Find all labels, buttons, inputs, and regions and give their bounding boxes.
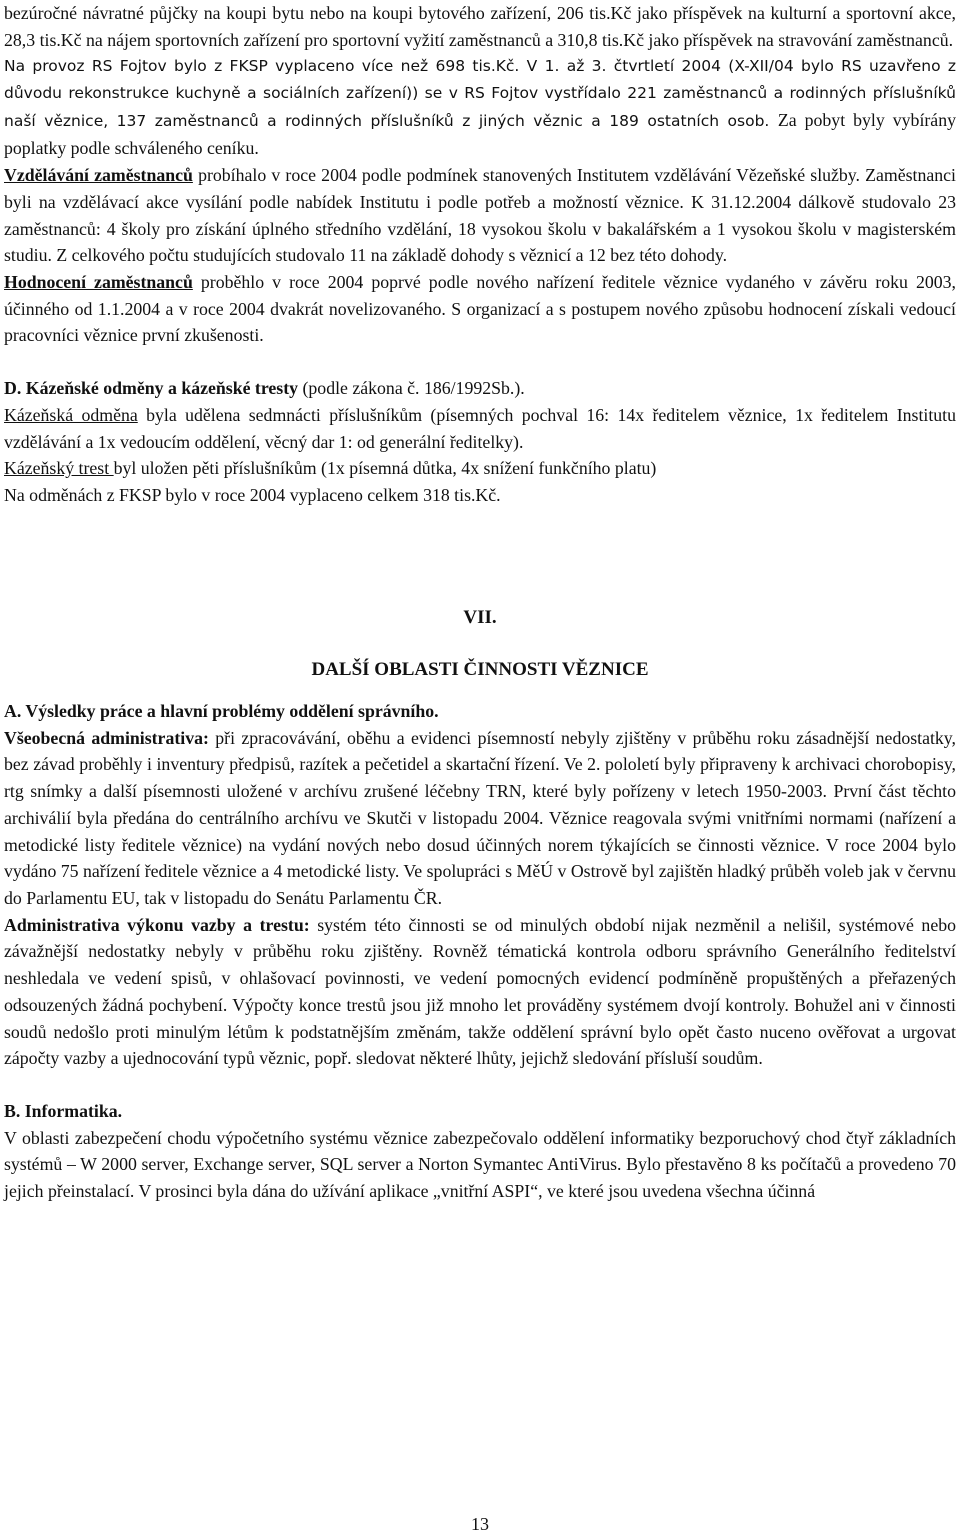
section-d-title: D. Kázeňské odměny a kázeňské tresty bbox=[4, 378, 299, 399]
paragraph-informatics: V oblasti zabezpečení chodu výpočetního systému věznice zabezpečovalo oddělení informatiky bezporuchový chod čtyř základních systémů – W 2000 server, Exchange server, SQL server a Norton Symantec AntiVirus. Bylo přestavěno 8 ks počítačů a provedeno 70 jejich přeinstalací. V prosinci byla dána do užívání aplikace „vnitřní ASPI“, ve které jsou uvedena všechna účinná bbox=[4, 1127, 956, 1202]
reward-text: byla udělena sedmnácti příslušníkům (písemných pochval 16: 14x ředitelem věznice, 1x ředitelem Institutu vzdělávání a 1x vedoucím oddělení, věcný dar 1: od generální ředitelky). bbox=[4, 404, 957, 452]
evaluation-label: Hodnocení zaměstnanců bbox=[4, 272, 193, 293]
paragraph-fksp-rewards: Na odměnách z FKSP bylo v roce 2004 vyplaceno celkem 318 tis.Kč. bbox=[4, 484, 501, 505]
reward-label: Kázeňská odměna bbox=[4, 404, 138, 425]
general-admin-text: při zpracovávání, oběhu a evidenci písemností nebyly zjištěny v průběhu roku zásadnější nedostatky, bez závad proběhly i inventury předpisů, razítek a pečetidel a skartační řízení. Ve 2. pololetí byly připraveny k archivaci chorobopisy, rtg snímky a další písemnosti uložené v archívu zrušené léčebny TRN, které byly pořízeny v letech 1950-2003. První část těchto archiválií byla předána do centrálního archívu ve Skutči v listopadu 2004. Věznice reagovala svými vnitřními normami (nařízení a metodické listy ředitele věznice) na vydání nových nebo dosud účinných norem týkajících se činnosti věznice. V roce 2004 bylo vydáno 75 nařízení ředitele věznice a 4 metodické listy. Ve spolupráci s MěÚ v Ostrově byl zajištěn hladký průběh voleb jak v červnu do Parlamentu EU, tak v listopadu do Senátu Parlamentu ČR. bbox=[4, 727, 956, 908]
paragraph-disciplinary-reward bbox=[4, 402, 956, 455]
paragraph-rs-fojtov bbox=[4, 53, 956, 162]
section-d-law: (podle zákona č. 186/1992Sb.). bbox=[298, 378, 525, 399]
paragraph-disciplinary-punishment bbox=[4, 455, 956, 482]
paragraph-evaluation bbox=[4, 269, 956, 349]
evaluation-text: proběhlo v roce 2004 poprvé podle nového nařízení ředitele věznice vydaného v závěru roku 2003, účinného od 1.1.2004 a v roce 2004 dvakrát novelizovaného. S organizací a s postupem nového způsobu hodnocení získali vedoucí pracovníci věznice první zkušenosti. bbox=[4, 272, 956, 346]
document-page bbox=[4, 0, 956, 1205]
spacer bbox=[4, 684, 956, 698]
paragraph-custody-administration bbox=[4, 912, 956, 1072]
general-admin-label: Všeobecná administrativa: bbox=[4, 727, 209, 748]
chapter-number: VII. bbox=[463, 606, 497, 628]
education-text: probíhalo v roce 2004 podle podmínek stanovených Institutem vzdělávání Vězeňské služby. Zaměstnanci byli na vzdělávací akce vysílání podle nabídek Institutu i podle potřeb a možností věznice. K 31.12.2004 dálkově studovalo 23 zaměstnanců: 4 školy pro získání úplného středního vzdělání, 18 vysokou školu v bakalářském a 1 vysokou školu v magisterském studiu. Z celkového počtu studujících studovalo 11 na základě dohody s věznicí a 12 bez této dohody. bbox=[4, 165, 956, 266]
rs-fojtov-fees: Za pobyt byly vybírány poplatky podle schváleného ceníku. bbox=[4, 109, 956, 158]
paragraph-education bbox=[4, 162, 956, 269]
chapter-title: DALŠÍ OBLASTI ČINNOSTI VĚZNICE bbox=[311, 659, 649, 681]
punishment-text: byl uložen pěti příslušníkům (1x písemná důtka, 4x snížení funkčního platu) bbox=[113, 458, 657, 479]
rs-fojtov-text: Na provoz RS Fojtov bylo z FKSP vyplaceno více než 698 tis.Kč. V 1. až 3. čtvrtletí 2004 (X-XII/04 bylo RS uzavřeno z důvodu rekonstrukce kuchyně a sociálních zařízení)) se v RS Fojtov vystřídalo 221 zaměstnanců a rodinných příslušníků naší věznice, 137 zaměstnanců a rodinných příslušníků z jiných věznic a 189 ostatních osob. bbox=[4, 57, 956, 130]
custody-admin-label: Administrativa výkonu vazby a trestu: bbox=[4, 914, 310, 935]
spacer bbox=[4, 1072, 956, 1098]
paragraph-general-administration bbox=[4, 725, 956, 912]
education-label: Vzdělávání zaměstnanců bbox=[4, 165, 193, 186]
spacer bbox=[4, 509, 956, 605]
page-number: 13 bbox=[471, 1514, 489, 1534]
section-a-heading: A. Výsledky práce a hlavní problémy oddělení správního. bbox=[4, 701, 439, 722]
punishment-label: Kázeňský trest bbox=[4, 458, 114, 479]
paragraph-fksp-contributions: bezúročné návratné půjčky na koupi bytu nebo na koupi bytového zařízení, 206 tis.Kč jako příspěvek na kulturní a sportovní akce, 28,3 tis.Kč na nájem sportovních zařízení pro sportovní vyžití zaměstnanců a 310,8 tis.Kč jako příspěvek na stravování zaměstnanců. bbox=[4, 3, 956, 50]
section-b-heading: B. Informatika. bbox=[4, 1100, 123, 1121]
custody-admin-text: systém této činnosti se od minulých období nijak nezměnil a nelišil, systémové nebo závažnější nedostatky nebyly v průběhu roku zjištěny. Rovněž tématická kontrola odboru správního Generálního ředitelství neshledala ve vedení spisů, v ohlašovací povinnosti, ve vedení pomocných evidencí podmíněně propuštěných a přeřazených odsouzených žádná pochybení. Výpočty konce trestů jsou již mnoho let prováděny systémem dvojí kontroly. Bohužel ani v činnosti soudů nedošlo proti minulým létům k podstatnějším změnám, takže oddělení správní bylo opět často nuceno ověřovat a urgovat zápočty vazby a ujednocování typů věznic, popř. sledovat některé lhůty, jejichž sledování přísluší soudům. bbox=[4, 914, 956, 1069]
spacer bbox=[4, 349, 956, 375]
section-d-heading bbox=[4, 375, 956, 402]
